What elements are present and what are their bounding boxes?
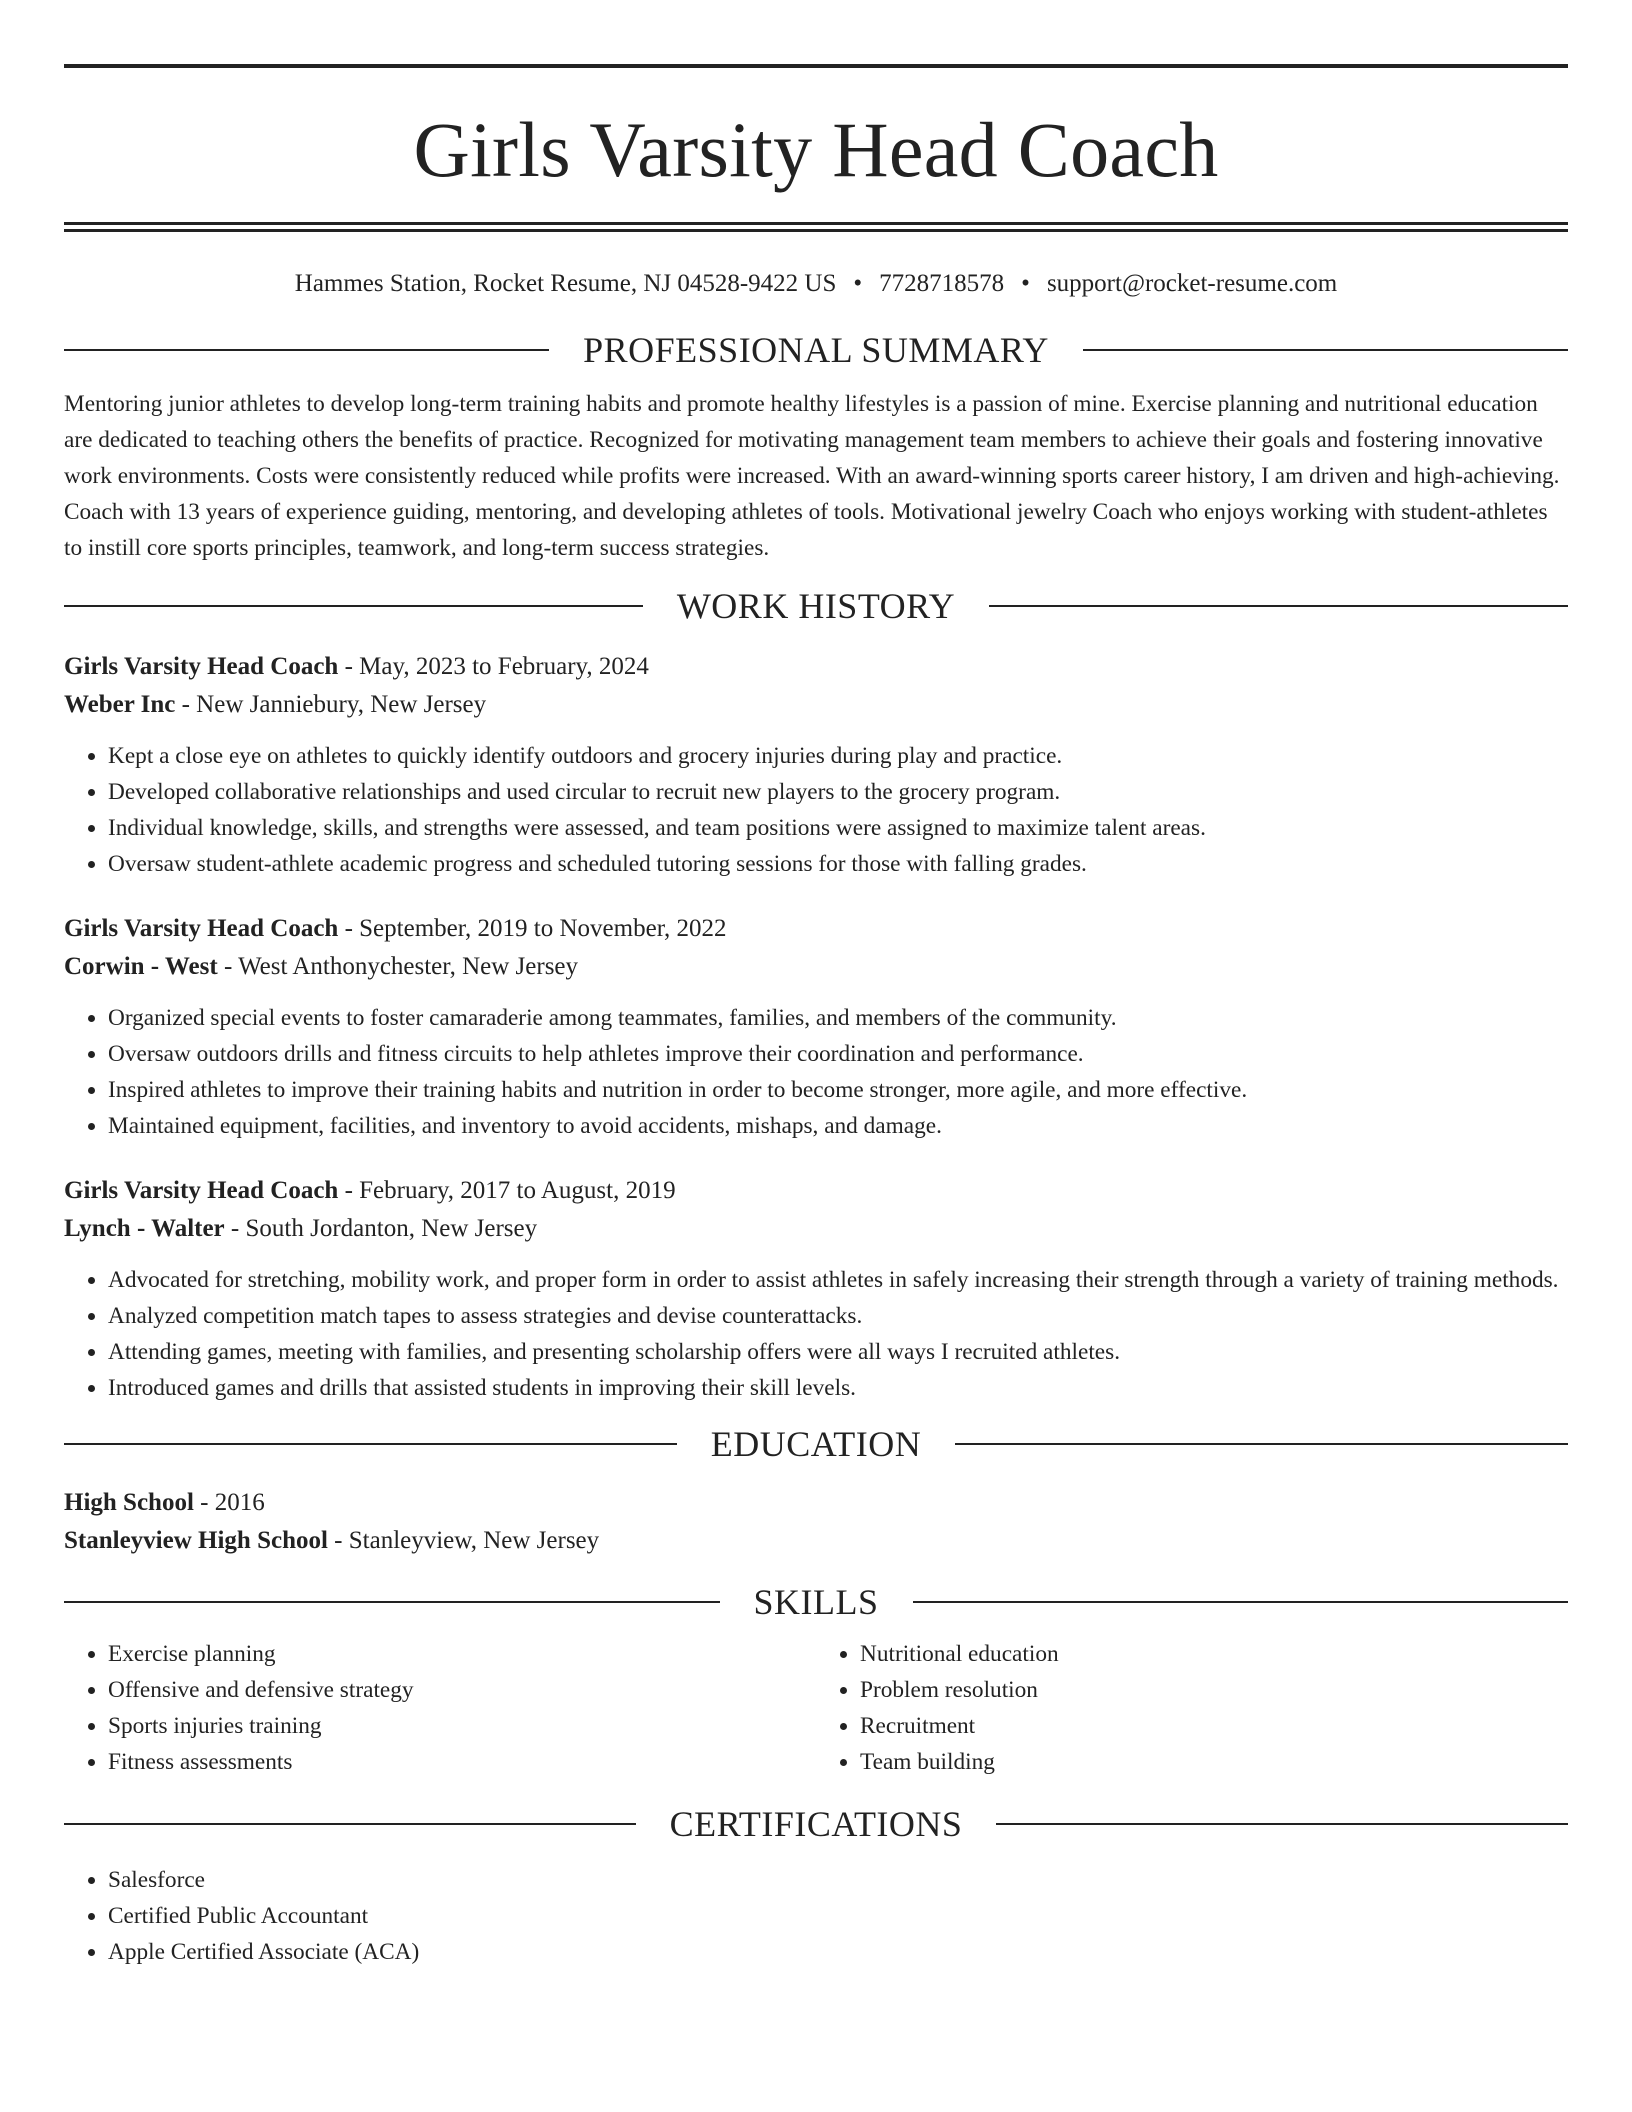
section-rule xyxy=(913,1601,1569,1603)
top-rule xyxy=(64,64,1568,68)
section-title: EDUCATION xyxy=(710,1424,922,1464)
job-title-line xyxy=(64,910,1568,948)
skill-item: • Problem resolution xyxy=(860,1672,1568,1708)
skill-item: • Exercise planning xyxy=(108,1636,816,1672)
section-header-summary xyxy=(64,326,1568,374)
contact-address: Hammes Station, Rocket Resume, NJ 04528-9422 US xyxy=(294,270,837,297)
job-entry xyxy=(64,910,1568,1144)
contact-separator: • xyxy=(1021,270,1030,297)
job-bullets xyxy=(64,738,1568,882)
resume-page xyxy=(64,64,1568,1970)
job-title: Girls Varsity Head Coach xyxy=(64,653,339,680)
job-entry xyxy=(64,648,1568,882)
job-company: Lynch - Walter xyxy=(64,1215,225,1242)
certifications-list xyxy=(64,1862,1568,1970)
job-company-line xyxy=(64,948,1568,986)
list-item: • Advocated for stretching, mobility work, and proper form in order to assist athletes in safely increasing their strength through a variety of training methods. xyxy=(108,1262,1568,1298)
section-rule xyxy=(64,349,549,351)
section-header-education xyxy=(64,1420,1568,1468)
education-year: - 2016 xyxy=(193,1489,265,1516)
education-entry xyxy=(64,1484,1568,1560)
job-dates: - September, 2019 to November, 2022 xyxy=(338,915,727,942)
contact-email: support@rocket-resume.com xyxy=(1046,270,1338,297)
job-dates: - February, 2017 to August, 2019 xyxy=(338,1177,676,1204)
education-school: Stanleyview High School xyxy=(64,1527,328,1554)
skill-item: • Fitness assessments xyxy=(108,1744,816,1780)
job-bullets xyxy=(64,1000,1568,1144)
skill-item: • Recruitment xyxy=(860,1708,1568,1744)
section-rule xyxy=(64,1823,636,1825)
list-item: • Maintained equipment, facilities, and inventory to avoid accidents, mishaps, and damage. xyxy=(108,1108,1568,1144)
education-school-line xyxy=(64,1522,1568,1560)
job-entry xyxy=(64,1172,1568,1406)
certification-item: • Apple Certified Associate (ACA) xyxy=(108,1934,1568,1970)
education-location: - Stanleyview, New Jersey xyxy=(327,1527,600,1554)
section-rule xyxy=(989,605,1568,607)
skill-item: • Offensive and defensive strategy xyxy=(108,1672,816,1708)
section-header-skills xyxy=(64,1578,1568,1626)
resume-title: Girls Varsity Head Coach xyxy=(413,106,1219,193)
section-header-certifications xyxy=(64,1800,1568,1848)
contact-phone: 7728718578 xyxy=(879,270,1005,297)
list-item: • Developed collaborative relationships and used circular to recruit new players to the grocery program. xyxy=(108,774,1568,810)
section-header-work xyxy=(64,582,1568,630)
skill-item: • Nutritional education xyxy=(860,1636,1568,1672)
list-item: • Individual knowledge, skills, and strengths were assessed, and team positions were assigned to maximize talent areas. xyxy=(108,810,1568,846)
job-title: Girls Varsity Head Coach xyxy=(64,915,339,942)
section-rule xyxy=(64,1443,677,1445)
skills-grid xyxy=(64,1636,1568,1780)
list-item: • Attending games, meeting with families, and presenting scholarship offers were all ways I recruited athletes. xyxy=(108,1334,1568,1370)
job-company: Corwin - West xyxy=(64,953,218,980)
job-title: Girls Varsity Head Coach xyxy=(64,1177,339,1204)
list-item: • Organized special events to foster camaraderie among teammates, families, and members of the community. xyxy=(108,1000,1568,1036)
job-title-line xyxy=(64,1172,1568,1210)
section-title: SKILLS xyxy=(753,1582,879,1622)
list-item: • Analyzed competition match tapes to assess strategies and devise counterattacks. xyxy=(108,1298,1568,1334)
list-item: • Oversaw student-athlete academic progress and scheduled tutoring sessions for those with falling grades. xyxy=(108,846,1568,882)
double-rule xyxy=(64,222,1568,225)
job-location: - West Anthonychester, New Jersey xyxy=(217,953,579,980)
skill-item: • Team building xyxy=(860,1744,1568,1780)
summary-text: Mentoring junior athletes to develop long-term training habits and promote healthy lifestyles is a passion of mine. Exercise planning and nutritional education are dedicated to teaching others the benefits of practice. Recognized for motivating management team members to achieve their goals and fostering innovative work environments. Costs were consistently reduced while profits were increased. With an award-winning sports career history, I am driven and high-achieving. Coach with 13 years of experience guiding, mentoring, and developing athletes of tools. Motivational jewelry Coach who enjoys working with student-athletes to instill core sports principles, teamwork, and long-term success strategies. xyxy=(64,391,1560,561)
skills-column-left xyxy=(64,1636,816,1780)
job-bullets xyxy=(64,1262,1568,1406)
skill-item: • Sports injuries training xyxy=(108,1708,816,1744)
job-company-line xyxy=(64,686,1568,724)
education-degree-line xyxy=(64,1484,1568,1522)
job-title-line xyxy=(64,648,1568,686)
list-item: • Kept a close eye on athletes to quickly identify outdoors and grocery injuries during play and practice. xyxy=(108,738,1568,774)
job-company-line xyxy=(64,1210,1568,1248)
section-rule xyxy=(64,605,643,607)
job-location: - South Jordanton, New Jersey xyxy=(224,1215,538,1242)
section-title: PROFESSIONAL SUMMARY xyxy=(583,330,1049,370)
section-title: WORK HISTORY xyxy=(676,586,956,626)
section-rule xyxy=(996,1823,1568,1825)
section-rule xyxy=(64,1601,720,1603)
section-rule xyxy=(1083,349,1568,351)
contact-line xyxy=(64,268,1568,300)
certification-item: • Certified Public Accountant xyxy=(108,1898,1568,1934)
contact-separator: • xyxy=(853,270,863,297)
section-title: CERTIFICATIONS xyxy=(669,1804,963,1844)
section-rule xyxy=(955,1443,1568,1445)
job-company: Weber Inc xyxy=(64,691,176,718)
list-item: • Introduced games and drills that assisted students in improving their skill levels. xyxy=(108,1370,1568,1406)
certification-item: • Salesforce xyxy=(108,1862,1568,1898)
skills-column-right xyxy=(816,1636,1568,1780)
education-degree: High School xyxy=(64,1489,194,1516)
list-item: • Oversaw outdoors drills and fitness circuits to help athletes improve their coordination and performance. xyxy=(108,1036,1568,1072)
job-location: - New Janniebury, New Jersey xyxy=(175,691,487,718)
list-item: • Inspired athletes to improve their training habits and nutrition in order to become stronger, more agile, and more effective. xyxy=(108,1072,1568,1108)
job-dates: - May, 2023 to February, 2024 xyxy=(338,653,649,680)
